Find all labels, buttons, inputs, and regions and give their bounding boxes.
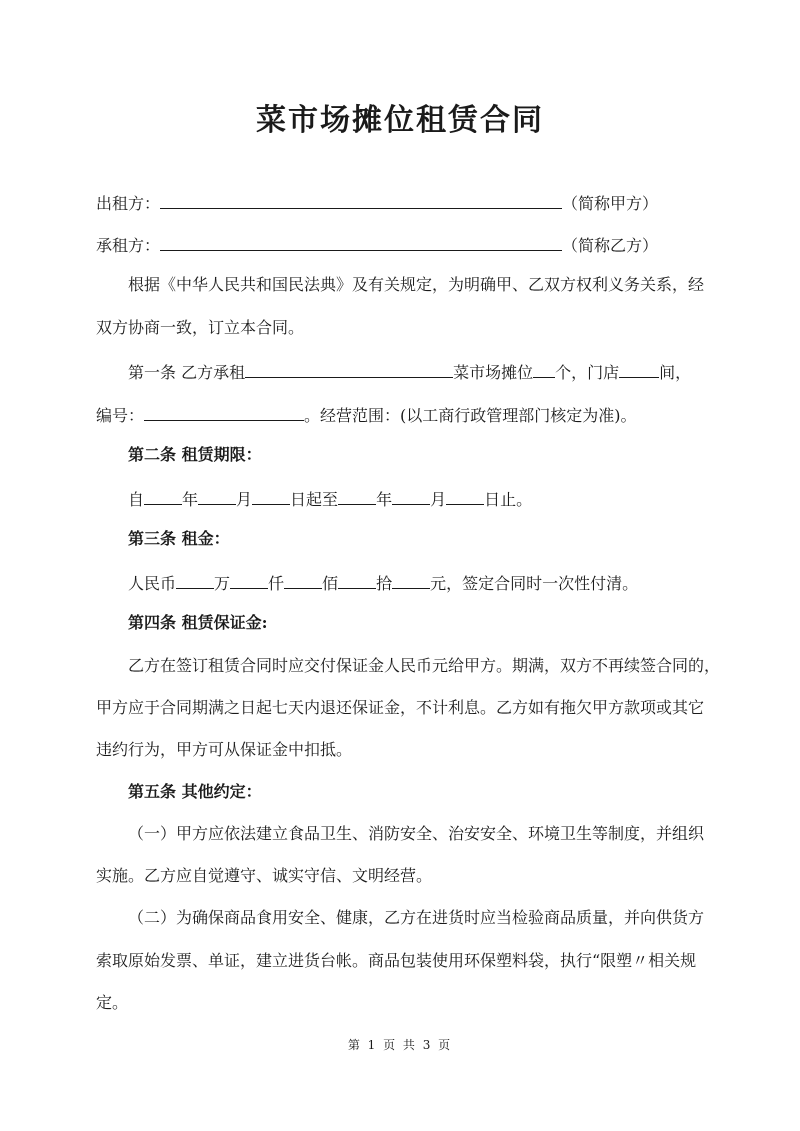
start-year-blank[interactable] (144, 487, 182, 505)
art1-scope-text: 。经营范围：(以工商行政管理部门核定为准)。 (304, 406, 637, 425)
lessee-blank[interactable] (160, 233, 562, 251)
other-item-2-line-2: 索取原始发票、单证，建立进货台帐。商品包装使用环保塑料袋，执行“限塑〃相关规 (96, 951, 697, 970)
term-end-label: 日止。 (484, 490, 533, 509)
intro-line-2: 双方协商一致，订立本合同。 (96, 318, 305, 337)
art1-stall-text: 菜市场摊位 (453, 363, 534, 382)
market-name-blank[interactable] (245, 360, 453, 378)
qian-label: 仟 (268, 574, 285, 593)
lessee-line (96, 233, 708, 256)
term-year-label-2: 年 (376, 490, 393, 509)
term-month-label-1: 月 (236, 490, 253, 509)
rmb-label: 人民币 (128, 574, 177, 593)
article-5-heading: 第五条 其他约定： (128, 782, 262, 801)
lease-term-line (128, 487, 708, 510)
end-month-blank[interactable] (392, 487, 430, 505)
art1-room-text: 间， (659, 363, 692, 382)
lessor-blank[interactable] (160, 191, 562, 209)
article-3-heading: 第三条 租金： (128, 529, 230, 548)
wan-label: 万 (214, 574, 231, 593)
start-day-blank[interactable] (252, 487, 290, 505)
shi-label: 拾 (376, 574, 393, 593)
contract-title: 菜市场摊位租赁合同 (256, 103, 544, 138)
art1-shop-text: 个，门店 (555, 363, 620, 382)
other-item-2-line-3: 定。 (96, 993, 129, 1012)
lessee-suffix: （简称乙方） (562, 236, 659, 255)
lessor-label: 出租方： (96, 194, 161, 213)
article-1-line-2 (96, 403, 708, 426)
art1-lease-text: 第一条 乙方承租 (128, 363, 246, 382)
lessor-suffix: （简称甲方） (562, 194, 659, 213)
article-4-heading: 第四条 租赁保证金: (128, 613, 268, 632)
rent-tail-text: 元，签定合同时一次性付清。 (430, 574, 639, 593)
term-from-label: 自 (128, 490, 145, 509)
stall-number-blank[interactable] (144, 403, 304, 421)
term-day-to-label: 日起至 (290, 490, 339, 509)
rent-amount-line (128, 571, 708, 594)
yuan-blank[interactable] (392, 571, 430, 589)
bai-blank[interactable] (284, 571, 322, 589)
qian-blank[interactable] (230, 571, 268, 589)
deposit-line-2: 甲方应于合同期满之日起七天内退还保证金，不计利息。乙方如有拖欠甲方款项或其它 (96, 698, 705, 717)
deposit-line-1: 乙方在签订租赁合同时应交付保证金人民币元给甲方。期满，双方不再续签合同的， (128, 656, 721, 675)
article-1-line-1 (128, 360, 708, 383)
page-footer: 第 1 页 共 3 页 (347, 1038, 453, 1052)
bai-label: 佰 (322, 574, 339, 593)
lessee-label: 承租方： (96, 236, 161, 255)
shi-blank[interactable] (338, 571, 376, 589)
other-item-1-line-1: （一）甲方应依法建立食品卫生、消防安全、治安安全、环境卫生等制度，并组织 (128, 824, 705, 843)
stall-count-blank[interactable] (533, 360, 555, 378)
other-item-2-line-1: （二）为确保商品食用安全、健康，乙方在进货时应当检验商品质量，并向供货方 (128, 908, 705, 927)
term-year-label-1: 年 (182, 490, 199, 509)
end-year-blank[interactable] (338, 487, 376, 505)
intro-line-1: 根据《中华人民共和国民法典》及有关规定，为明确甲、乙双方权利义务关系，经 (128, 275, 705, 294)
start-month-blank[interactable] (198, 487, 236, 505)
term-month-label-2: 月 (430, 490, 447, 509)
article-2-heading: 第二条 租赁期限： (128, 445, 262, 464)
wan-blank[interactable] (176, 571, 214, 589)
lessor-line (96, 191, 708, 214)
other-item-1-line-2: 实施。乙方应自觉遵守、诚实守信、文明经营。 (96, 866, 433, 885)
shop-count-blank[interactable] (619, 360, 659, 378)
art1-number-label: 编号： (96, 406, 145, 425)
end-day-blank[interactable] (446, 487, 484, 505)
deposit-line-3: 违约行为，甲方可从保证金中扣抵。 (96, 740, 353, 759)
